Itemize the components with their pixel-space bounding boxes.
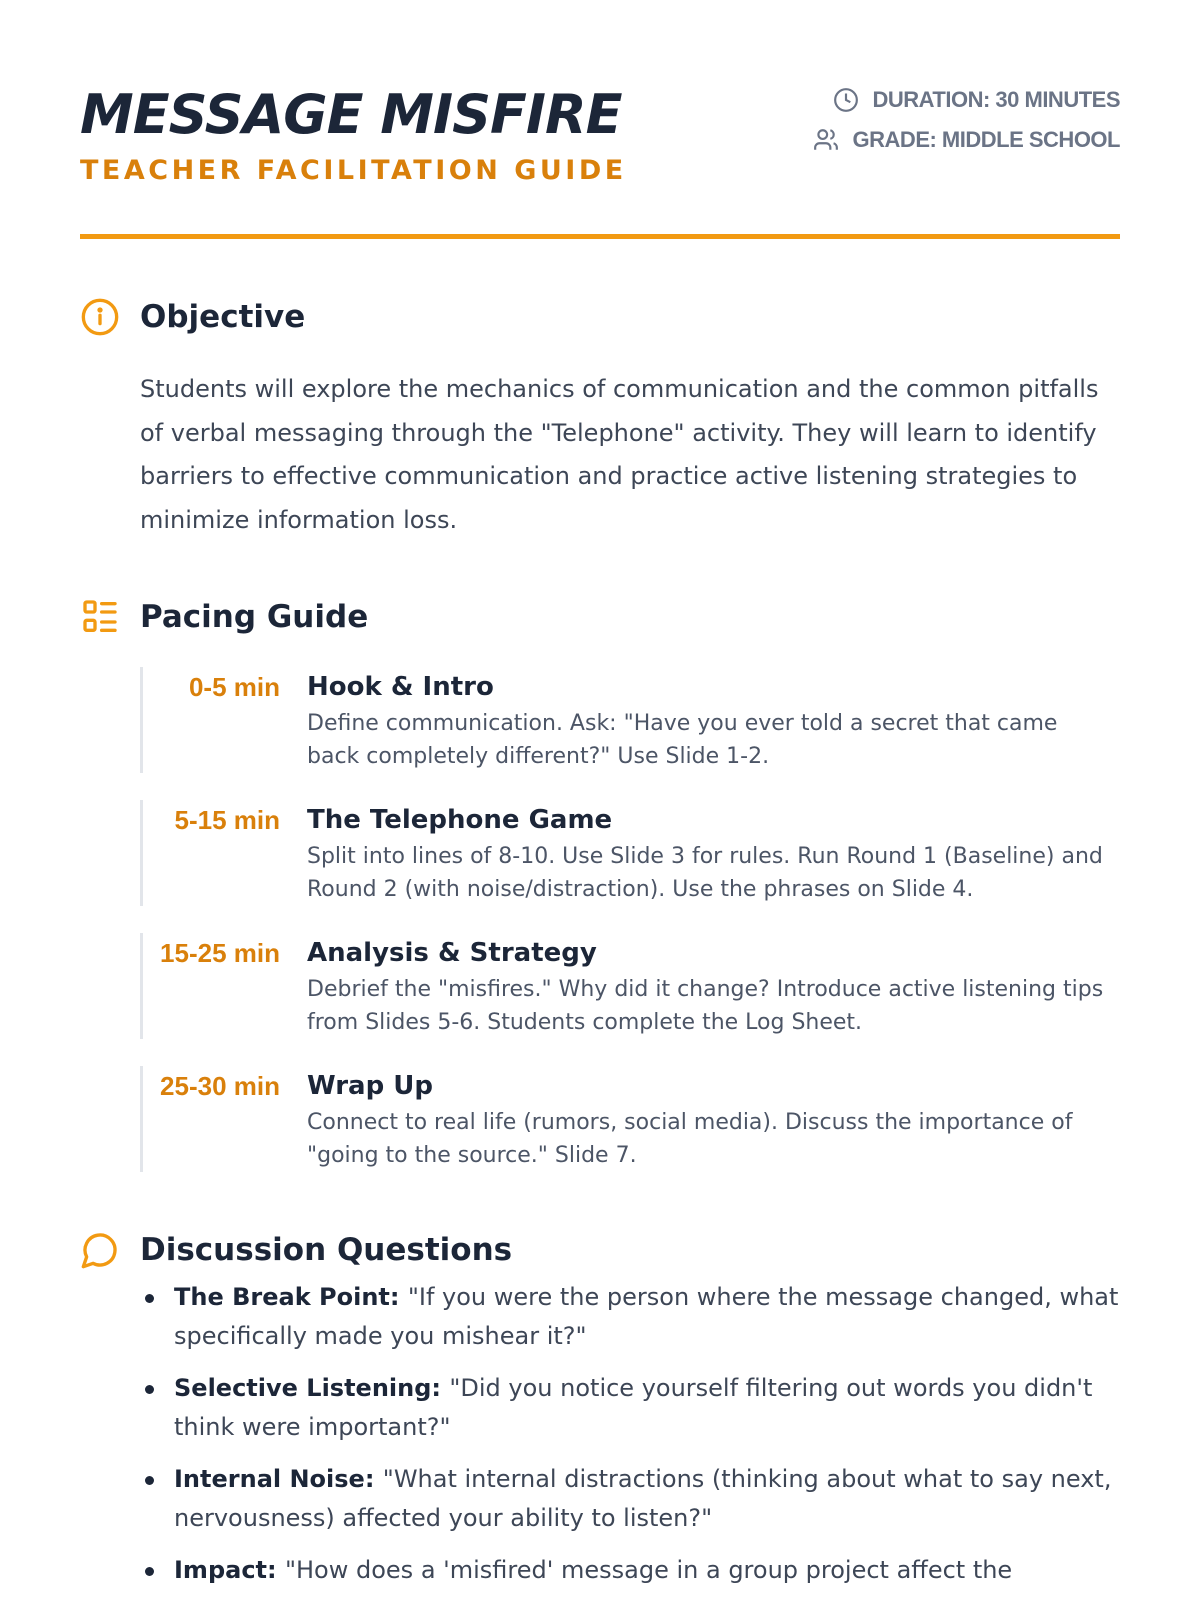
meta-info: [813, 80, 1120, 160]
duration-label: DURATION: 30 MINUTES: [872, 87, 1120, 112]
pacing-body: [307, 933, 1107, 1039]
grade-row: [813, 120, 1120, 160]
grade-label: GRADE: MIDDLE SCHOOL: [852, 127, 1120, 152]
pacing-item-description: Define communication. Ask: "Have you ever told a secret that came back completely different?" Use Slide 1-2.: [307, 711, 1058, 769]
discussion-item-label: Internal Noise:: [174, 1465, 383, 1493]
pacing-time: 0-5 min: [188, 672, 280, 702]
pacing-time: 5-15 min: [174, 805, 280, 835]
discussion-item-label: Selective Listening:: [174, 1374, 450, 1402]
pacing-item-title: The Telephone Game: [307, 805, 613, 835]
header-divider: [80, 234, 1120, 239]
pacing-item-description: Split into lines of 8-10. Use Slide 3 for rules. Run Round 1 (Baseline) and Round 2 (with noise/distraction). Use the phrases on Slide 4.: [307, 844, 1103, 902]
discussion-item-text: "What internal distractions (thinking about what to say next, nervousness) affected your ability to listen?": [174, 1465, 1112, 1532]
clock-icon: [833, 87, 859, 113]
objective-text: Students will explore the mechanics of communication and the common pitfalls of verbal messaging through the "Telephone" activity. They will learn to identify barriers to effective communication and practice active listening strategies to minimize information loss.: [140, 375, 1099, 534]
discussion-list: [140, 1278, 1120, 1603]
list-icon: [80, 597, 120, 637]
speech-bubble-icon: [80, 1230, 120, 1270]
users-icon: [813, 127, 839, 153]
discussion-item-label: The Break Point:: [174, 1283, 408, 1311]
pacing-item: [140, 800, 1123, 906]
pacing-time: 15-25 min: [160, 938, 280, 968]
duration-row: [813, 80, 1120, 120]
pacing-body: [307, 800, 1107, 906]
pacing-title: Pacing Guide: [140, 599, 369, 635]
objective-heading: [80, 297, 305, 337]
page-title: MESSAGE MISFIRE: [80, 83, 622, 146]
page-subtitle: TEACHER FACILITATION GUIDE: [80, 155, 627, 186]
pacing-item: [140, 933, 1123, 1039]
discussion-item: [140, 1551, 1120, 1590]
discussion-item: [140, 1278, 1120, 1356]
discussion-heading: [80, 1230, 512, 1270]
pacing-item: [140, 667, 1123, 773]
pacing-item-title: Wrap Up: [307, 1071, 433, 1101]
discussion-item-text: "How does a 'misfired' message in a group project affect the: [284, 1556, 1013, 1584]
pacing-item: [140, 1066, 1123, 1172]
header: [80, 80, 1120, 240]
discussion-item-text: "If you were the person where the message changed, what specifically made you mishear it?": [174, 1283, 1119, 1350]
pacing-heading: [80, 597, 368, 637]
discussion-item: [140, 1369, 1120, 1447]
discussion-item: [140, 1460, 1120, 1538]
info-circle-icon: [80, 297, 120, 337]
objective-title: Objective: [140, 299, 306, 335]
pacing-item-description: Debrief the "misfires." Why did it change? Introduce active listening tips from Slides 5-6. Students complete the Log Sheet.: [307, 977, 1104, 1035]
pacing-item-title: Analysis & Strategy: [307, 938, 597, 968]
pacing-item-title: Hook & Intro: [307, 672, 494, 702]
pacing-item-description: Connect to real life (rumors, social media). Discuss the importance of "going to the source." Slide 7.: [307, 1110, 1073, 1168]
pacing-time: 25-30 min: [160, 1071, 280, 1101]
discussion-title: Discussion Questions: [140, 1232, 513, 1268]
pacing-body: [307, 667, 1107, 773]
discussion-item-label: Impact:: [174, 1556, 285, 1584]
discussion-item-text: "Did you notice yourself filtering out words you didn't think were important?": [174, 1374, 1093, 1441]
pacing-body: [307, 1066, 1107, 1172]
